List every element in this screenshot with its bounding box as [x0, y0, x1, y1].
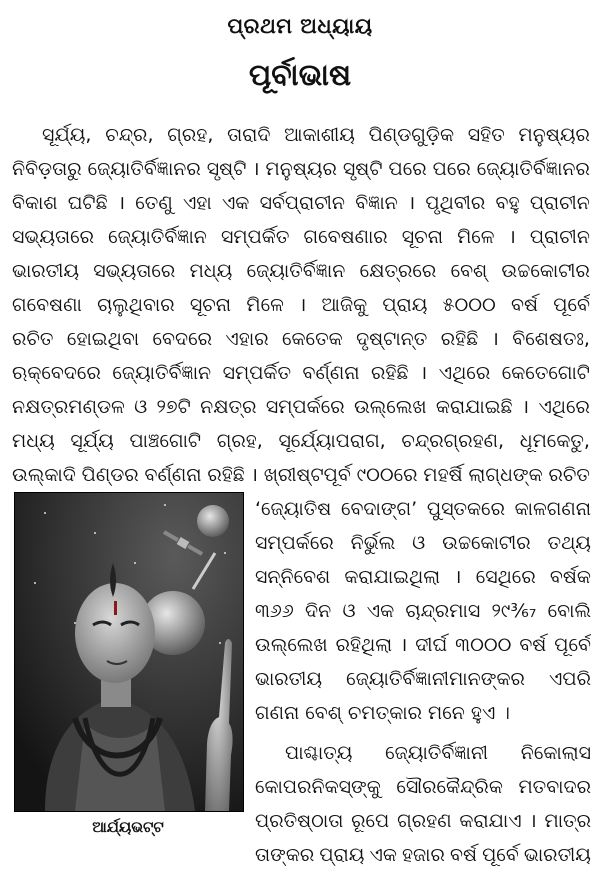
word: ତାଙ୍କର — [255, 844, 315, 866]
word: ଗ୍ରହ, — [167, 124, 214, 146]
word: ଜ୍ୟୋତିର୍ବିଜ୍ଞାନ — [108, 226, 207, 248]
word: ଚାନ୍ଦ୍ରମାସ — [405, 600, 481, 622]
word: ପୃଥିବୀର — [425, 192, 486, 214]
word: କେତେଗୋଟି — [501, 362, 590, 384]
paragraph-line — [255, 736, 591, 770]
word: । — [529, 810, 537, 832]
word: ପୂର୍ବେ — [554, 634, 591, 656]
paragraph-line — [12, 254, 590, 288]
word: ବେଦରେ — [152, 328, 213, 350]
word: ନିର୍ଭୁଲ — [350, 532, 396, 554]
paragraph-line — [255, 492, 591, 526]
word: ଗବେଷଣା — [12, 294, 82, 316]
word: ମିଳେ — [457, 226, 495, 248]
chapter-heading: ପ୍ରଥମ ଅଧ୍ୟାୟ — [227, 14, 373, 38]
word: ଜ୍ୟୋତିର୍ବିଜ୍ଞାନୀ — [385, 742, 489, 764]
word: ସୂଚନା — [189, 294, 232, 316]
word: ଏକ — [221, 192, 250, 214]
word: ୩୦୦୦ — [455, 634, 512, 656]
word: ବିକାଶ — [12, 192, 58, 214]
paragraph-line — [255, 628, 591, 662]
word: ଉଲ୍ଲେଖ — [255, 634, 328, 656]
word: ସନ୍ନିବେଶ — [255, 566, 331, 588]
word: ପୂର୍ବେ — [482, 844, 519, 866]
word: ୫୦୦୦ — [442, 294, 496, 316]
word: ପ୍ରାୟ — [382, 294, 428, 316]
word: ପ୍ରାୟ — [319, 844, 365, 866]
word: ତେଣୁ — [135, 192, 173, 214]
word: ଉଚ୍ଚକୋଟୀର — [501, 260, 590, 282]
word: ଭାରତୀୟ — [255, 668, 323, 690]
word: ୯୦୦ରେ — [356, 464, 418, 486]
word: ଏଥିରେ — [538, 396, 590, 418]
word: । — [299, 294, 307, 316]
paragraph-line — [12, 152, 590, 186]
word: ସୂର୍ଯ୍ୟ — [70, 430, 114, 452]
paragraph-line — [12, 356, 590, 390]
word: ଘଟିଛି — [67, 192, 108, 214]
word: । — [252, 158, 260, 180]
word: ଚନ୍ଦ୍ର, — [105, 124, 154, 146]
word: ୨୭ଟି — [156, 396, 191, 418]
word: ଓ — [342, 600, 356, 622]
word: ଆକାଶୀୟ — [284, 124, 355, 146]
word: ଏକ — [369, 844, 397, 866]
word: ମହର୍ଷି — [423, 464, 463, 486]
word: ମଧ୍ୟ — [189, 260, 233, 282]
word: ହଜାର — [401, 844, 445, 866]
word: ପିଣ୍ଡର — [81, 464, 139, 486]
word: ପରେ — [388, 158, 427, 180]
word: ସୃଷ୍ଟି — [206, 158, 247, 180]
word: ମନୁଷ୍ୟର — [518, 124, 590, 146]
page-title: ପୂର୍ବାଭାଷ — [248, 58, 352, 93]
word: ଦିନ — [305, 600, 332, 622]
word: କ୍ଷେତ୍ରରେ — [359, 260, 437, 282]
word: ସୃଷ୍ଟି — [342, 158, 383, 180]
word: । — [454, 566, 462, 588]
word: ରହିଛି — [207, 464, 245, 486]
image-caption: ଆର୍ଯ୍ୟଭଟ୍ଟ — [92, 818, 164, 836]
word: ଦୃଷ୍ଟାନ୍ତ — [356, 328, 428, 350]
paragraph-line — [12, 424, 590, 458]
word: । — [250, 464, 258, 486]
word: ସୂର୍ଯ୍ୟୋପରାଗ, — [278, 430, 386, 452]
word: ଗବେଷଣାର — [303, 226, 388, 248]
word: ନିକୋଲାସ — [520, 742, 591, 764]
paragraph-line — [12, 186, 590, 220]
aryabhata-portrait — [14, 492, 244, 812]
paragraph-line — [12, 458, 590, 492]
word: ଋକ୍‌ବେଦରେ — [12, 362, 101, 384]
word: ପରେ — [432, 158, 471, 180]
word: ରହିଛି — [440, 328, 479, 350]
word: ପୁସ୍ତକରେ — [426, 498, 505, 520]
word: ଦୀର୍ଘ — [415, 634, 448, 656]
word: ବର୍ଣ୍ଣନା — [144, 464, 202, 486]
word: ବର୍ଷ — [450, 844, 477, 866]
word: କରାଯାଇଛି — [435, 396, 513, 418]
word: ରଚିତ — [12, 328, 54, 350]
word: ଏକ — [366, 600, 395, 622]
word: ଲାଗ୍‌ଧଙ୍କ — [468, 464, 543, 486]
word: ଚାଲୁଥିବାର — [97, 294, 175, 316]
word: ଭାରତୀୟ — [523, 844, 591, 866]
word: ମତବାଦର — [518, 776, 591, 798]
portrait-illustration — [15, 493, 243, 811]
paragraph-line — [255, 594, 591, 628]
paragraph-line — [12, 390, 590, 424]
word: ଜ୍ୟୋତିର୍ବିଜ୍ଞାନୀମାନଙ୍କର — [346, 668, 525, 690]
word: ସୂଚନା — [401, 226, 443, 248]
word: ପିଣ୍ଡଗୁଡ଼ିକ — [368, 124, 455, 146]
word: ବେଶ୍ — [450, 260, 488, 282]
word: ନକ୍ଷତ୍ର — [200, 396, 257, 418]
word: ମାତ୍ର — [544, 810, 591, 832]
word: ଏହା — [182, 192, 212, 214]
word: ଓ — [412, 532, 426, 554]
paragraph-line — [255, 804, 591, 838]
word: ତାରାଦି — [227, 124, 271, 146]
word: ରଚିତ — [548, 464, 590, 486]
word: ଏହାର — [225, 328, 269, 350]
word: ସହିତ — [467, 124, 505, 146]
word: ମଧ୍ୟ — [12, 430, 55, 452]
word: ମିଳେ — [246, 294, 284, 316]
word: ଏଥିରେ — [438, 362, 491, 384]
word: ସୂର୍ଯ୍ୟ, — [42, 124, 92, 146]
word: ହୋଇଥିବା — [66, 328, 140, 350]
word: ରହିଛି — [371, 362, 409, 384]
paragraph-line — [12, 322, 590, 356]
paragraph-line — [12, 220, 590, 254]
word: ଉଲ୍ଲେଖ — [353, 396, 427, 418]
word: ପ୍ରାଚୀନ — [529, 192, 590, 214]
word: ସଭ୍ୟତାରେ — [12, 226, 95, 248]
word: ବେଦାଙ୍ଗ’ — [340, 498, 418, 520]
word: ‘ଜ୍ୟୋତିଷ — [255, 498, 332, 520]
paragraph-line — [12, 118, 590, 152]
word: ନିବିଡ଼ତାରୁ — [12, 158, 82, 180]
word: ବର୍ଣ୍ଣନା — [302, 362, 360, 384]
word: ଜ୍ୟୋତିର୍ବିଜ୍ଞାନର — [476, 158, 590, 180]
word: ଭାରତୀୟ — [12, 260, 80, 282]
planet-icon — [197, 505, 229, 537]
word: ପ୍ରାଚୀନ — [529, 226, 590, 248]
paragraph-line — [255, 662, 591, 696]
word: ଧୂମକେତୁ, — [519, 430, 590, 452]
paragraph-line — [255, 526, 591, 560]
word: ଜ୍ୟୋତିର୍ବିଜ୍ଞାନ — [246, 260, 346, 282]
word: ଜ୍ୟୋତିର୍ବିଜ୍ଞାନର — [87, 158, 201, 180]
word: ଚନ୍ଦ୍ରଗ୍ରହଣ, — [401, 430, 505, 452]
word: । — [491, 328, 499, 350]
word: ସମ୍ପର୍କରେ — [265, 396, 345, 418]
word: ପାଶ୍ଚାତ୍ୟ — [285, 742, 353, 764]
word: ପ୍ରତିଷ୍ଠାତା — [255, 810, 344, 832]
word: ବହୁ — [495, 192, 520, 214]
word: ଗ୍ରହଣ — [397, 810, 452, 832]
word: । — [407, 192, 416, 214]
word: ସମ୍ପର୍କରେ — [255, 532, 334, 554]
word: ଉଲ୍‌କାଦି — [12, 464, 76, 486]
word: ବର୍ଷକ — [549, 566, 591, 588]
word: ରୂପେ — [351, 810, 390, 832]
word: ପାଞ୍ଚଗୋଟି — [129, 430, 202, 452]
word: କେତେକ — [282, 328, 343, 350]
word: ସମ୍ପର୍କିତ — [221, 226, 290, 248]
word: କାଳଗଣନା — [514, 498, 591, 520]
word: ବର୍ଷ — [511, 294, 539, 316]
word: କରାଯାଏ — [459, 810, 522, 832]
word: ସୌରକୈନ୍ଦ୍ରିକ — [396, 776, 503, 798]
word: ଜ୍ୟୋତିର୍ବିଜ୍ଞାନ — [112, 362, 212, 384]
paragraph-line — [255, 560, 591, 594]
word: ଆଜିକୁ — [321, 294, 368, 316]
word: । — [117, 192, 126, 214]
word: ସର୍ବପ୍ରାଚୀନ — [259, 192, 345, 214]
word: ଓ — [134, 396, 148, 418]
paragraph-line: ଗଣନା ବେଶ୍ ଚମତ୍କାର ମନେ ହୁଏ । — [255, 702, 510, 724]
paragraph-line — [255, 770, 591, 804]
word: । — [521, 396, 530, 418]
word: ଏପରି — [549, 668, 591, 690]
word: ତଥ୍ୟ — [547, 532, 591, 554]
paragraph-line — [12, 288, 590, 322]
word: କରାଯାଇଥିଲା — [344, 566, 441, 588]
word: ଗ୍ରହ, — [216, 430, 263, 452]
word: ବୋଲି — [547, 600, 591, 622]
word: ଖ୍ରୀଷ୍ଟପୂର୍ବ — [263, 464, 351, 486]
word: । — [400, 634, 408, 656]
word: । — [420, 362, 428, 384]
word: ସମ୍ପର୍କିତ — [222, 362, 292, 384]
word: ବିଜ୍ଞାନ — [355, 192, 398, 214]
word: ପୂର୍ବେ — [553, 294, 590, 316]
word: ସେଥିରେ — [475, 566, 536, 588]
paragraph-line — [255, 838, 591, 872]
word: । — [508, 226, 516, 248]
word: ନକ୍ଷତ୍ରମଣ୍ଡଳ — [12, 396, 125, 418]
word: ୨୯³⁄₆₇ — [491, 600, 537, 622]
word: ସଭ୍ୟତାରେ — [93, 260, 176, 282]
word: ରହିଥିଲା — [335, 634, 393, 656]
word: ମନୁଷ୍ୟର — [265, 158, 337, 180]
word: କୋପରନିକସ୍‌ଙ୍କୁ — [255, 776, 381, 798]
word: ବିଶେଷତଃ, — [512, 328, 590, 350]
word: ଉଚ୍ଚକୋଟୀର — [442, 532, 531, 554]
word: ୩୬୬ — [255, 600, 294, 622]
word: ବର୍ଷ — [519, 634, 547, 656]
